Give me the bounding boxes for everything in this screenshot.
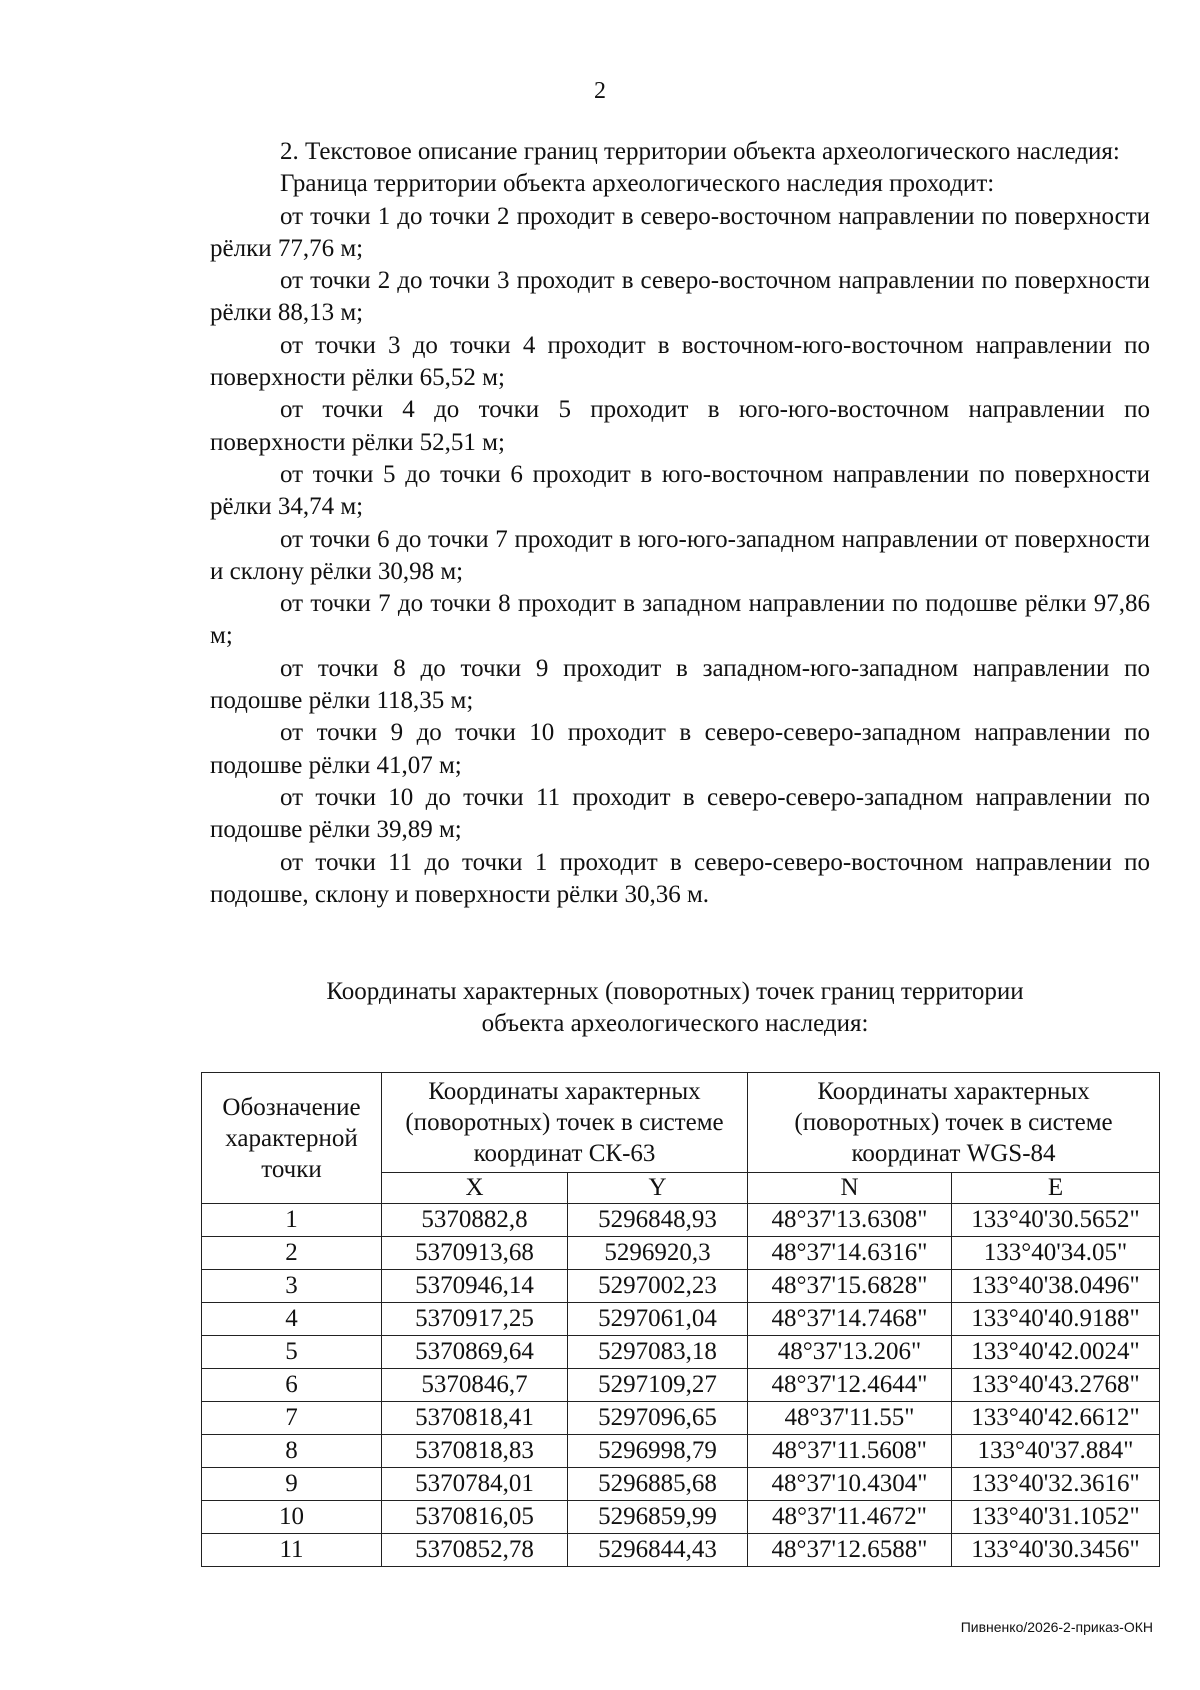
cell-y: 5296848,93 bbox=[568, 1204, 748, 1237]
cell-e: 133°40'30.5652" bbox=[952, 1204, 1160, 1237]
paragraph: от точки 3 до точки 4 проходит в восточном-юго-восточном направлении по поверхности рёлки 65,52 м; bbox=[210, 331, 1150, 392]
cell-point: 1 bbox=[202, 1204, 382, 1237]
cell-x: 5370846,7 bbox=[382, 1369, 568, 1402]
cell-y: 5296998,79 bbox=[568, 1435, 748, 1468]
cell-y: 5296920,3 bbox=[568, 1237, 748, 1270]
cell-point: 10 bbox=[202, 1501, 382, 1534]
paragraph: от точки 2 до точки 3 проходит в северо-восточном направлении по поверхности рёлки 88,13 м; bbox=[210, 267, 1150, 327]
cell-y: 5296885,68 bbox=[568, 1468, 748, 1501]
cell-n: 48°37'15.6828" bbox=[748, 1270, 952, 1303]
footer-document-id: Пивненко/2026-2-приказ-ОКН bbox=[960, 1619, 1153, 1635]
paragraph: от точки 6 до точки 7 проходит в юго-юго-западном направлении от поверхности и склону рёлки 30,98 м; bbox=[210, 525, 1150, 585]
cell-x: 5370816,05 bbox=[382, 1501, 568, 1534]
cell-x: 5370818,41 bbox=[382, 1402, 568, 1435]
cell-x: 5370869,64 bbox=[382, 1336, 568, 1369]
cell-point: 9 bbox=[202, 1468, 382, 1501]
coordinates-table bbox=[201, 1072, 1160, 1567]
cell-x: 5370882,8 bbox=[382, 1204, 568, 1237]
paragraph: от точки 8 до точки 9 проходит в западном-юго-западном направлении по подошве рёлки 118,35 м; bbox=[210, 654, 1150, 715]
table-row bbox=[202, 1237, 1160, 1270]
cell-y: 5297096,65 bbox=[568, 1402, 748, 1435]
cell-point: 3 bbox=[202, 1270, 382, 1303]
table-row bbox=[202, 1204, 1160, 1237]
paragraph: от точки 9 до точки 10 проходит в северо-северо-западном направлении по подошве рёлки 41,07 м; bbox=[210, 719, 1150, 779]
paragraph: от точки 1 до точки 2 проходит в северо-восточном направлении по поверхности рёлки 77,76 м; bbox=[210, 202, 1150, 262]
table-caption bbox=[200, 976, 1150, 1040]
paragraph: от точки 10 до точки 11 проходит в северо-северо-западном направлении по подошве рёлки 39,89 м; bbox=[210, 783, 1150, 844]
cell-e: 133°40'37.884" bbox=[952, 1435, 1160, 1468]
cell-e: 133°40'40.9188" bbox=[952, 1303, 1160, 1336]
cell-x: 5370852,78 bbox=[382, 1534, 568, 1567]
cell-n: 48°37'12.4644" bbox=[748, 1369, 952, 1402]
cell-e: 133°40'30.3456" bbox=[952, 1534, 1160, 1567]
header-point-designation: Обозначение характерной точки bbox=[202, 1073, 382, 1204]
header-wgs84: Координаты характерных (поворотных) точек в системе координат WGS-84 bbox=[748, 1073, 1160, 1173]
cell-e: 133°40'42.0024" bbox=[952, 1336, 1160, 1369]
page-number: 2 bbox=[594, 78, 606, 104]
cell-x: 5370818,83 bbox=[382, 1435, 568, 1468]
boundary-description bbox=[210, 136, 1150, 911]
cell-n: 48°37'11.4672" bbox=[748, 1501, 952, 1534]
table-row bbox=[202, 1336, 1160, 1369]
header-e: E bbox=[952, 1173, 1160, 1204]
cell-e: 133°40'43.2768" bbox=[952, 1369, 1160, 1402]
cell-n: 48°37'14.7468" bbox=[748, 1303, 952, 1336]
table-row bbox=[202, 1468, 1160, 1501]
cell-n: 48°37'11.55" bbox=[748, 1402, 952, 1435]
table-row bbox=[202, 1270, 1160, 1303]
cell-e: 133°40'34.05" bbox=[952, 1237, 1160, 1270]
header-n: N bbox=[748, 1173, 952, 1204]
header-sk63: Координаты характерных (поворотных) точек в системе координат СК-63 bbox=[382, 1073, 748, 1173]
cell-n: 48°37'14.6316" bbox=[748, 1237, 952, 1270]
table-caption-line: Координаты характерных (поворотных) точек границ территории bbox=[326, 978, 1024, 1005]
cell-e: 133°40'31.1052" bbox=[952, 1501, 1160, 1534]
cell-y: 5297083,18 bbox=[568, 1336, 748, 1369]
table-row bbox=[202, 1402, 1160, 1435]
paragraph: от точки 11 до точки 1 проходит в северо-северо-восточном направлении по подошве, склону и поверхности рёлки 30,36 м. bbox=[210, 848, 1150, 908]
cell-x: 5370946,14 bbox=[382, 1270, 568, 1303]
cell-n: 48°37'13.6308" bbox=[748, 1204, 952, 1237]
header-x: X bbox=[382, 1173, 568, 1204]
table-row bbox=[202, 1303, 1160, 1336]
cell-n: 48°37'12.6588" bbox=[748, 1534, 952, 1567]
cell-y: 5297109,27 bbox=[568, 1369, 748, 1402]
cell-point: 6 bbox=[202, 1369, 382, 1402]
cell-e: 133°40'38.0496" bbox=[952, 1270, 1160, 1303]
paragraph: от точки 7 до точки 8 проходит в западном направлении по подошве рёлки 97,86 м; bbox=[210, 590, 1150, 650]
cell-point: 2 bbox=[202, 1237, 382, 1270]
table-row bbox=[202, 1534, 1160, 1567]
cell-n: 48°37'13.206" bbox=[748, 1336, 952, 1369]
table-row bbox=[202, 1369, 1160, 1402]
cell-e: 133°40'42.6612" bbox=[952, 1402, 1160, 1435]
cell-y: 5297002,23 bbox=[568, 1270, 748, 1303]
cell-e: 133°40'32.3616" bbox=[952, 1468, 1160, 1501]
cell-y: 5297061,04 bbox=[568, 1303, 748, 1336]
cell-point: 8 bbox=[202, 1435, 382, 1468]
cell-x: 5370917,25 bbox=[382, 1303, 568, 1336]
cell-x: 5370784,01 bbox=[382, 1468, 568, 1501]
table-row bbox=[202, 1501, 1160, 1534]
cell-point: 7 bbox=[202, 1402, 382, 1435]
cell-n: 48°37'10.4304" bbox=[748, 1468, 952, 1501]
paragraph: Граница территории объекта археологического наследия проходит: bbox=[280, 170, 995, 198]
cell-n: 48°37'11.5608" bbox=[748, 1435, 952, 1468]
cell-point: 5 bbox=[202, 1336, 382, 1369]
section-title: 2. Текстовое описание границ территории объекта археологического наследия: bbox=[280, 138, 1120, 165]
cell-point: 4 bbox=[202, 1303, 382, 1336]
paragraph: от точки 4 до точки 5 проходит в юго-юго-восточном направлении по поверхности рёлки 52,51 м; bbox=[210, 396, 1150, 456]
cell-y: 5296844,43 bbox=[568, 1534, 748, 1567]
table-caption-line: объекта археологического наследия: bbox=[481, 1010, 869, 1037]
table-row bbox=[202, 1435, 1160, 1468]
cell-y: 5296859,99 bbox=[568, 1501, 748, 1534]
cell-x: 5370913,68 bbox=[382, 1237, 568, 1270]
cell-point: 11 bbox=[202, 1534, 382, 1567]
paragraph: от точки 5 до точки 6 проходит в юго-восточном направлении по поверхности рёлки 34,74 м; bbox=[210, 460, 1150, 521]
header-y: Y bbox=[568, 1173, 748, 1204]
table-header-row bbox=[202, 1073, 1160, 1173]
